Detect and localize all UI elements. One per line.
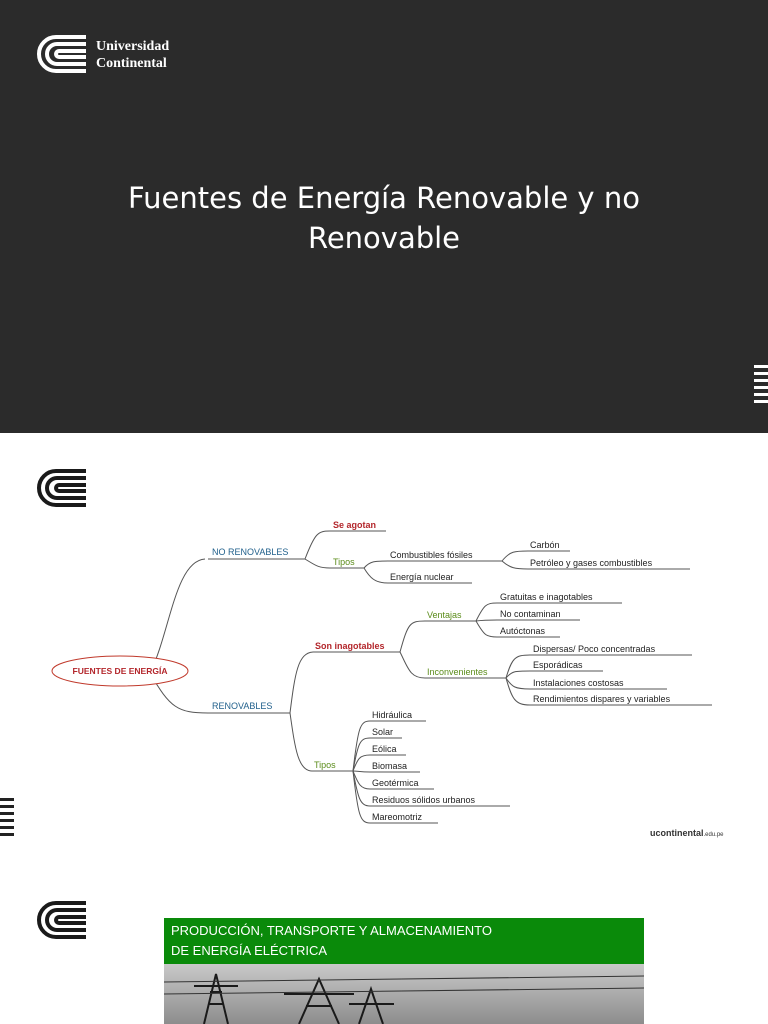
mm-inconveniente-4: Rendimientos dispares y variables [533,694,671,704]
production-slide [0,873,768,1024]
mm-renovables: RENOVABLES [212,701,273,711]
university-logo-icon [34,899,88,941]
mm-tipo-7: Mareomotriz [372,812,423,822]
mindmap-slide [0,433,768,873]
banner-line-1: PRODUCCIÓN, TRANSPORTE Y ALMACENAMIENTO [171,923,492,938]
mm-combustibles: Combustibles fósiles [390,550,473,560]
mm-tipo-6: Residuos sólidos urbanos [372,795,476,805]
brand-line-1: Universidad [96,39,170,54]
title-line-2: Renovable [307,221,461,255]
mm-petroleo: Petróleo y gases combustibles [530,558,653,568]
mm-carbon: Carbón [530,540,560,550]
section-banner [164,918,644,964]
mm-ventaja-2: No contaminan [500,609,561,619]
mm-inconveniente-1: Dispersas/ Poco concentradas [533,644,656,654]
mm-tipo-2: Solar [372,727,394,737]
mm-tipos-r: Tipos [314,760,336,770]
mm-tipos-nr: Tipos [333,557,355,567]
footer-brand [650,828,724,838]
power-tower-photo [164,964,644,1024]
mm-tipo-5: Geotérmica [372,778,419,788]
mm-tipo-1: Hidráulica [372,710,413,720]
mm-son-inagotables: Son inagotables [315,641,385,651]
brand-line-2: Continental [96,56,167,71]
mm-ventaja-3: Autóctonas [500,626,546,636]
slide-title [80,178,688,258]
title-slide [0,0,768,433]
mm-tipo-4: Biomasa [372,761,408,771]
mm-ventajas: Ventajas [427,610,462,620]
mm-no-renovables: NO RENOVABLES [212,547,289,557]
footer-brand-suffix: .edu.pe [703,832,724,838]
mm-tipo-3: Eólica [372,744,397,754]
mm-inconveniente-2: Esporádicas [533,660,583,670]
energy-mindmap [0,433,768,873]
transmission-tower-icon [164,964,644,1024]
mm-nuclear: Energía nuclear [390,572,454,582]
university-logo-icon [34,33,88,75]
title-line-1: Fuentes de Energía Renovable y no [128,181,640,215]
mm-inconvenientes: Inconvenientes [427,667,488,677]
mm-se-agotan: Se agotan [333,520,377,530]
brand-name [96,38,169,72]
decorative-lines-icon [0,798,14,840]
decorative-lines-icon [754,365,768,407]
mm-ventaja-1: Gratuitas e inagotables [500,592,593,602]
banner-line-2: DE ENERGÍA ELÉCTRICA [171,943,328,958]
mindmap-root: FUENTES DE ENERGÍA [72,666,168,676]
footer-brand-main: ucontinental [650,828,704,838]
mm-inconveniente-3: Instalaciones costosas [533,678,624,688]
